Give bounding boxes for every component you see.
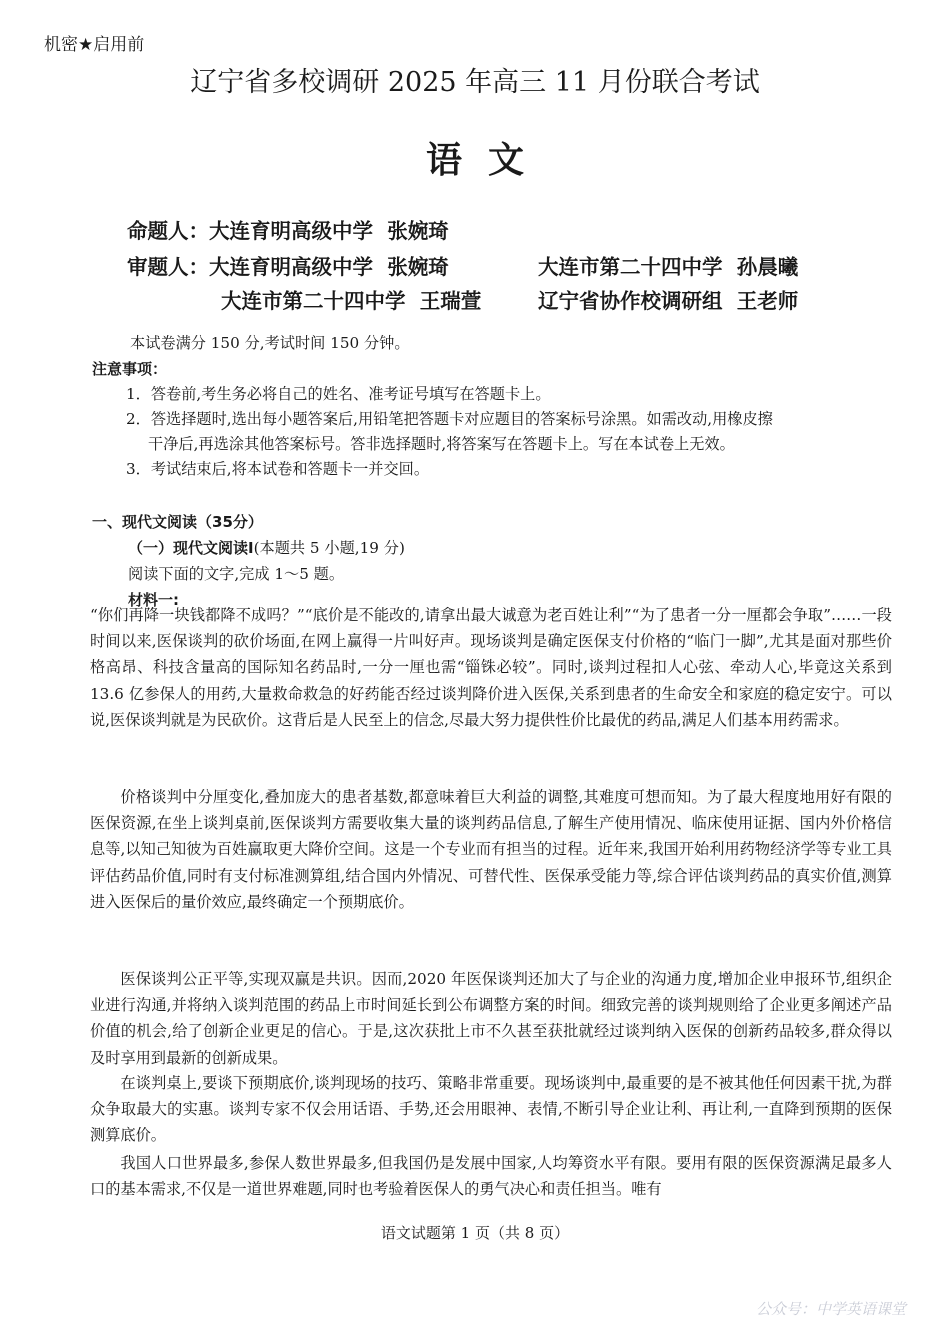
notice-item: 3．考试结束后,将本试卷和答题卡一并交回。 <box>126 460 430 478</box>
sub-section-title: （一）现代文阅读Ⅰ <box>128 539 254 557</box>
setter-label: 命题人： <box>127 219 209 243</box>
notice-item-continued: 干净后,再选涂其他答案标号。答非选择题时,将答案写在答题卡上。写在本试卷上无效。 <box>148 435 735 453</box>
setter-line <box>127 214 449 244</box>
reviewer-name: 大连育明高级中学 张婉琦 <box>209 255 449 279</box>
sub-section-note: (本题共 5 小题,19 分) <box>253 539 405 557</box>
reviewer-name-4-wrap <box>538 284 798 314</box>
material-paragraph: 在谈判桌上,要谈下预期底价,谈判现场的技巧、策略非常重要。现场谈判中,最重要的是不被其他任何因素干扰,为群众争取最大的实惠。谈判专家不仅会用话语、手势,还会用眼神、表情,不断引导企业让利、再让利,一直降到预期的医保测算底价。 <box>90 1074 892 1145</box>
reviewer-name: 辽宁省协作校调研组 王老师 <box>538 289 799 313</box>
section-heading: 一、现代文阅读（35分） <box>92 513 263 531</box>
instruction-text: 阅读下面的文字,完成 1～5 题。 <box>128 565 345 583</box>
exam-title: 辽宁省多校调研 2025 年高三 11 月份联合考试 <box>190 67 760 98</box>
reviewer-name: 大连市第二十四中学 王瑞萱 <box>221 289 482 313</box>
reviewer-label: 审题人： <box>127 255 209 279</box>
page-footer: 语文试题第 1 页（共 8 页） <box>380 1224 570 1242</box>
sub-section-heading <box>128 537 405 558</box>
material-label: 材料一: <box>128 591 179 609</box>
subject-title: 语文 <box>425 140 550 181</box>
material-paragraph: “你们再降一块钱都降不成吗？”“底价是不能改的,请拿出最大诚意为老百姓让利”“为了患者一分一厘都会争取”……一段时间以来,医保谈判的砍价场面,在网上赢得一片叫好声。现场谈判是确定医保支付价格的“临门一脚”,尤其是面对那些价格高昂、科技含量高的国际知名药品时,一分一厘也需“锱铢必较”。同时,谈判过程扣人心弦、牵动人心,毕竟这关系到 13.6 亿参保人的用药,大量救命救急的好药能否经过谈判降价进入医保,关系到患者的生命安全和家庭的稳定安宁。可以说,医保谈判就是为民砍价。这背后是人民至上的信念,尽最大努力提供性价比最优的药品,满足人们基本用药需求。 <box>90 606 892 729</box>
reviewer-name: 大连市第二十四中学 孙晨曦 <box>538 255 799 279</box>
notice-heading: 注意事项： <box>92 360 168 378</box>
reviewer-name-3-wrap <box>221 284 481 314</box>
watermark: 公众号：中学英语课堂 <box>755 1300 906 1318</box>
notice-item: 2．答选择题时,选出每小题答案后,用铅笔把答题卡对应题目的答案标号涂黑。如需改动,用橡皮擦 <box>126 410 773 428</box>
secret-label: 机密★启用前 <box>44 35 145 55</box>
setter-name: 大连育明高级中学 张婉琦 <box>209 219 449 243</box>
material-paragraph: 我国人口世界最多,参保人数世界最多,但我国仍是发展中国家,人均筹资水平有限。要用有限的医保资源满足最多人口的基本需求,不仅是一道世界难题,同时也考验着医保人的勇气决心和责任担当。唯有 <box>90 1154 892 1199</box>
reviewer-line-1 <box>127 250 449 280</box>
material-paragraph: 价格谈判中分厘变化,叠加庞大的患者基数,都意味着巨大利益的调整,其难度可想而知。为了最大程度地用好有限的医保资源,在坐上谈判桌前,医保谈判方需要收集大量的谈判药品信息,了解生产使用情况、临床使用证据、国内外价格信息等,以知己知彼为百姓赢取更大降价空间。这是一个专业而有担当的过程。近年来,我国开始利用药物经济学等专业工具评估药品价值,同时有支付标准测算组,结合国内外情况、可替代性、医保承受能力等,综合评估谈判药品的真实价值,测算进入医保后的量价效应,最终确定一个预期底价。 <box>90 788 892 911</box>
material-paragraph: 医保谈判公正平等,实现双赢是共识。因而,2020 年医保谈判还加大了与企业的沟通力度,增加企业申报环节,组织企业进行沟通,并将纳入谈判范围的药品上市时间延长到公布调整方案的时间。细致完善的谈判规则给了企业更多阐述产品价值的机会,给了创新企业更足的信心。于是,这次获批上市不久甚至获批就经过谈判纳入医保的创新药品较多,群众得以及时享用到最新的创新成果。 <box>90 970 892 1067</box>
notice-item: 1．答卷前,考生务必将自己的姓名、准考证号填写在答题卡上。 <box>126 385 551 403</box>
score-time-text: 本试卷满分 150 分,考试时间 150 分钟。 <box>130 334 410 352</box>
reviewer-name-2-wrap <box>538 250 798 280</box>
